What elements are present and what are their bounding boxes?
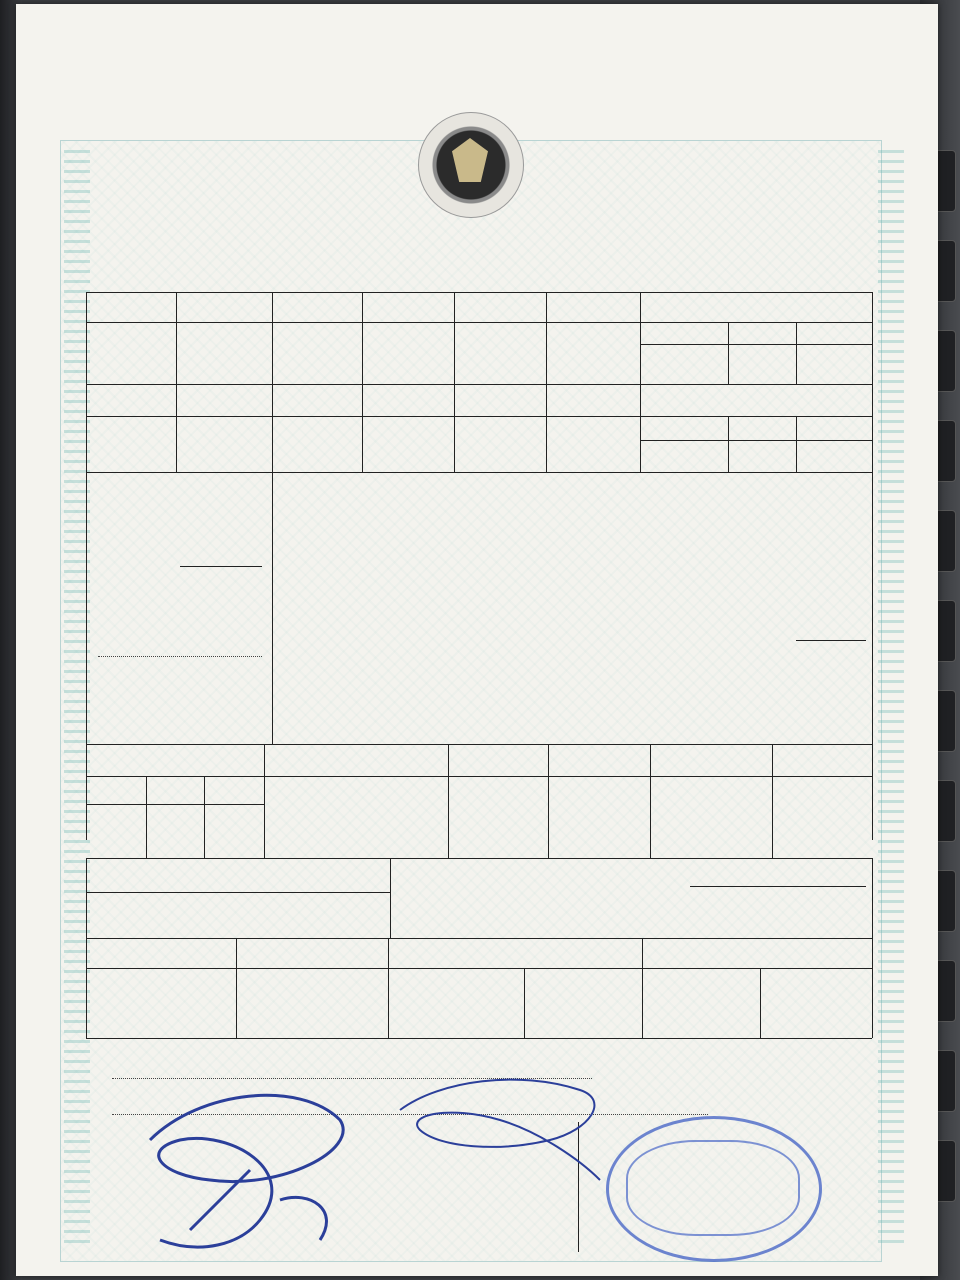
decorative-band-right [878, 150, 904, 1250]
signature-left [120, 1080, 380, 1270]
official-section-label [860, 1130, 880, 1250]
official-stamp-inner [626, 1140, 800, 1236]
signature-middle [380, 1070, 620, 1190]
